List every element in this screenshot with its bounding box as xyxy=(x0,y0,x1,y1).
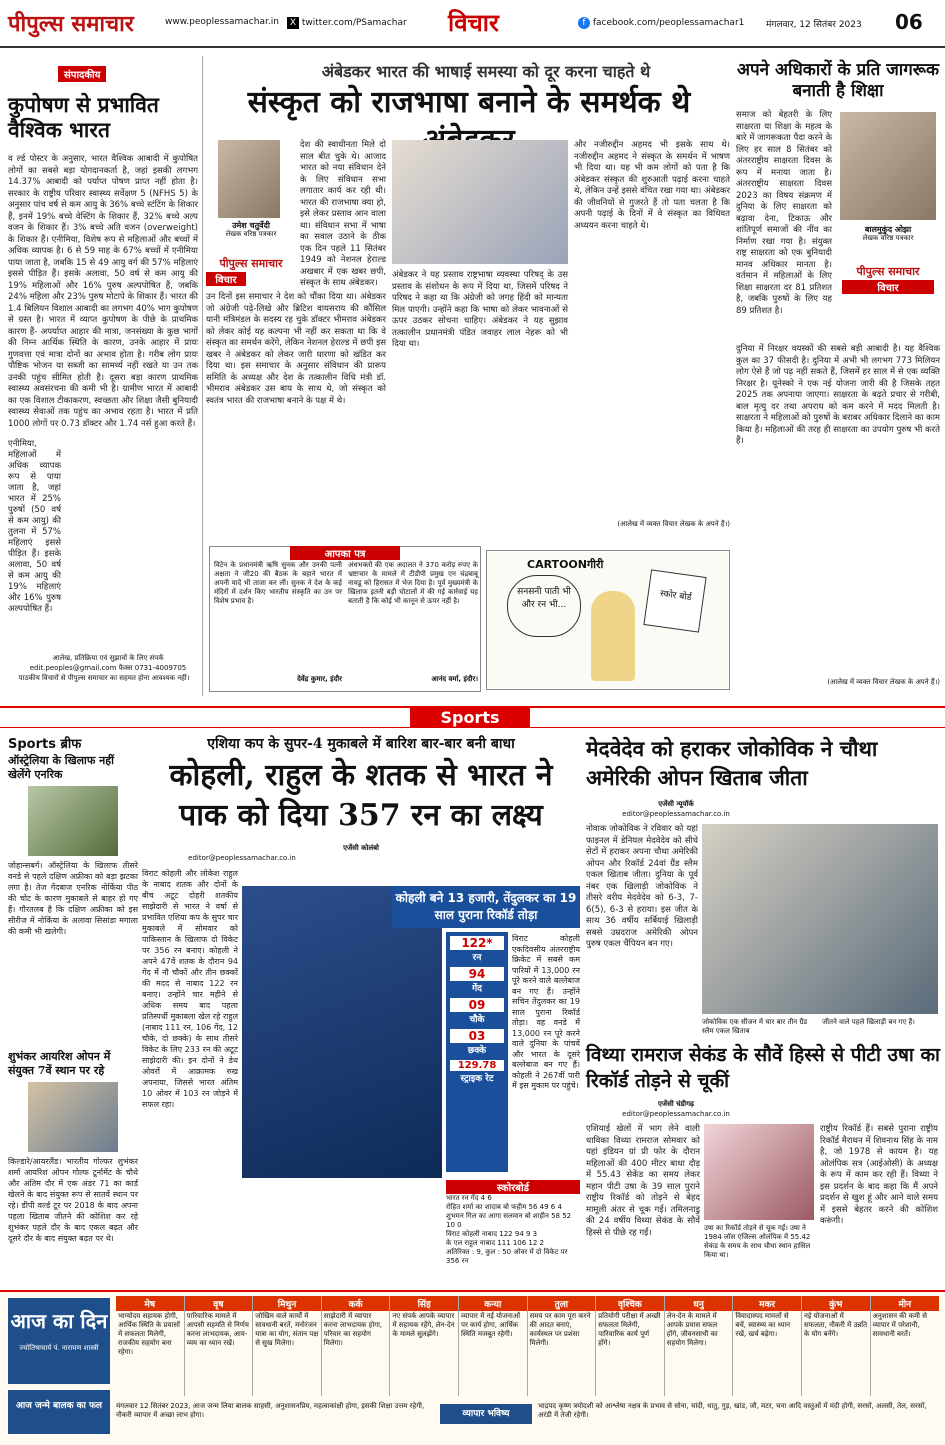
editorial-pullquote: एनीमिया, महिलाओं में अधिक व्यापक रूप से पाया जाता है, जहां भारत में 25% पुरुषों (50 वर्ष से कम आयु) की तुलना में 57% महिलाएं इससे पीड़ित हैं। इसके अलावा, 50 वर्ष से कम आयु की 19% महिलाएं और 16% पुरुष अल्पपोषित हैं। xyxy=(8,439,64,724)
zodiac-grid xyxy=(116,1296,940,1396)
ambedkar-col-1: देश की स्वाधीनता मिले दो साल बीत चुके थे। आजाद भारत को नया संविधान देने के लिए संविधान सभा लगातार कार्य कर रही थी। भारत की राजभाषा क्या हो, इसे लेकर प्रस्ताव आन वाला था। संविधान सभा में भाषा का सवाल उठाने के ठीक एक दिन पहले 11 सितंबर 1949 को नेशनल हेराल्ड अखबार में एक खबर छपी, संस्कृत के साथ अंबेडकर। xyxy=(300,140,386,288)
twitter-handle: twitter.com/PSamachar xyxy=(301,18,407,28)
stat-balls-value: 94 xyxy=(450,967,504,981)
editorial-body: व र्ल्ड पोस्टर के अनुसार, भारत वैश्विक आबादी में कुपोषित लोगों का सबसे बड़ा योगदानकर्ता है, जहां इसकी लगभग 14.37% आबादी को पर्याप्त पोषण प्राप्त नहीं होता है। सरकार के राष्ट्रीय परिवार स्वास्थ्य सर्वेक्षण 5 (NFHS 5) के अनुसार पांच वर्ष से कम आयु के 36% बच्चे स्टंटिंग के शिकार हैं, इनमें 19% बच्चे वेस्टिंग के शिकार हैं, 32% बच्चे अल्प वजन के शिकार हैं। 3% बच्चे अति वजन (overweight) के शिकार हैं। एनीमिया, विशेष रूप से महिलाओं और बच्चों में अधिक व्यापक है। 6 से 59 माह के 67% बच्चों में एनीमिया पाया जाता है, जबकि 15 से 49 आयु वर्ग की 57% महिलाएं इससे पीड़ित हैं। इसके अलावा, 50 वर्ष से कम आयु की 19% महिलाओं और 16% पुरुष अल्पपोषित हैं, जबकि 24% महिला और 23% पुरुष मोटापे के शिकार हैं। भारत की 1.4 बिलियन विशाल आबादी का लगभग 40% भाग कुपोषण से ग्रस्त है। भारत में व्याप्त कुपोषण के पीछे के प्राथमिक कारण हैं- अपर्याप्त आहार की मात्रा, जनसंख्या के कुछ भागों की निम्न आर्थिक स्थिति के कारण, उनके आहार में प्रायः गुणवत्ता एवं मात्रा दोनों का अभाव होता है। गरीब लोग प्रायः पौष्टिक भोजन या सब्जी का सामर्थ्य नहीं रखते या उन तक उनकी पहुंच सीमित होती है। दूसरा बड़ा कारण प्राथमिक स्वास्थ्य अवसंरचना की कमी भी है। ग्रामीण भारत में आबादी का एक विशाल टीकाकरण, स्वच्छता और शिक्षा जैसी बुनियादी स्वास्थ्य सेवाओं तक पहुंच का अभाव रहता है। भारत में प्रति 1000 लोगों पर 0.73 डॉक्टर और 1.74 नर्स हुआ करते हैं। xyxy=(8,154,198,429)
ambedkar-illustration xyxy=(392,140,568,264)
vithya-body: एशियाई खेलों में भाग लेने वाली धाविका विथ्या रामराज सोमवार को यहां इंडियन ग्रां प्री फोर के दौरान महिलाओं की 400 मीटर बाधा दौड़ में 55.43 सेकेंड का समय लेकर महान पीटी उषा के 39 साल पुराने राष्ट्रीय रिकॉर्ड को तोड़ने से बेहद मामूली अंतर से चूक गईं। तमिलनाडु की 24 वर्षीय विथ्या सेकंड के सौवें हिस्से से पीछे रह गईं। xyxy=(586,1124,700,1238)
zodiac-text: व्यापार में नई योजनाओं पर कार्य होगा, आर्थिक स्थिति मजबूत रहेगी। xyxy=(460,1312,520,1338)
zodiac-taurus xyxy=(185,1296,254,1396)
zodiac-virgo xyxy=(459,1296,528,1396)
zodiac-text: पारिवारिक मामले में आपसी सहमति से निर्णय करना लाभदायक, आय-व्यय का ध्यान रखें। xyxy=(186,1312,249,1347)
editorial-footer-1: आलेख, प्रतिक्रिया एवं सुझावों के लिए संपर्क xyxy=(52,654,164,662)
education-masthead-tag: विचार xyxy=(842,280,934,294)
zodiac-text: नए संपर्क आपके व्यापार में सहायक रहेंगे, लेन-देन के मामले सुलझेंगे। xyxy=(392,1312,455,1338)
ambedkar-col-3: अंबेडकर ने यह प्रस्ताव राष्ट्रभाषा व्यवस्था परिषद् के उस प्रस्ताव के संशोधन के रूप में दिया था, जिसमें परिषद ने परिषद ने कहा था कि अंग्रेजी को जगह हिंदी को मान्यता मिल पाएगी। उन्होंने कहा कि भाषा को लेकर भावनाओं से ऊपर उठकर सोचना चाहिए। अंबेडकर ने यह सुझाव तत्कालीन प्रधानमंत्री पंडित जवाहर लाल नेहरू को भी दिया था। xyxy=(392,270,568,349)
zodiac-name: मकर xyxy=(733,1296,801,1311)
website-link[interactable]: www.peoplessamachar.in xyxy=(165,17,279,27)
vithya-body-2: राष्ट्रीय रिकॉर्ड हैं। सबसे पुराना राष्ट्रीय रिकॉर्ड मैराथन में शिवनाथ सिंह के नाम है, जो 1978 से कायम है। यह ओलंपिक सत्र (आईओसी) के अध्यक्ष के रूप में काम कर रही हैं। विथ्या ने इस प्रदर्शन के बाद कहा कि मैं अपने प्रदर्शन से खुश हूं और आने वाले समय में इससे बेहतर करने की कोशिश करूंगी। xyxy=(820,1124,938,1226)
zodiac-name: मेष xyxy=(116,1296,184,1311)
stat-sixes-value: 03 xyxy=(450,1029,504,1043)
education-body-2: दुनिया में निरक्षर वयस्कों की सबसे बड़ी आबादी है। यह वैश्विक कुल का 37 फीसदी है। दुनिया में अभी भी लगभग 773 मिलियन लोग ऐसे हैं जो पढ़ नहीं सकते हैं, जिसमें हर साल में से एक व्यक्ति निरक्षर है। यूनेस्को ने एक नई योजना जारी की है जिसके तहत 2025 तक अपनाया जाएगा। साक्षरता के बढ़ते प्रचार से गरीबी, बाल मृत्यु दर तथा अपराध को कम करने में मदद मिलती है। साक्षरता ने महिलाओं को पुरुषों के बराबर अधिकार दिलाने का काम किया है। महिलाओं की तरह ही साक्षरता का उपयोग पुरुष भी करते हैं। xyxy=(736,344,940,446)
brief-2-photo xyxy=(28,1082,118,1152)
djokovic-article xyxy=(586,734,940,1034)
djokovic-body: नोवाक जोकोविक ने रविवार को यहां फाइनल में डेनियल मेदवेदेव को सीधे सेटों में हराकर अपना चौथा अमेरिकी ओपन और रिकॉर्ड 24वां ग्रैंड स्लैम एकल खिताब जीता। दुनिया के पूर्व नंबर एक खिलाड़ी जोकोविक ने तीसरे वरीय मेदवेदेव को 6-3, 7-6(5), 6-3 से हराया। इस जीत के साथ 36 वर्षीय सर्बियाई खिलाड़ी सबसे उम्रदराज अमेरिकी ओपन पुरुष एकल चैंपियन बन गए। xyxy=(586,824,698,949)
twitter-link[interactable] xyxy=(287,17,407,29)
vithya-article xyxy=(586,1042,940,1282)
kohli-dateline: एजेंसी कोलंबो xyxy=(343,844,379,852)
letter-1-signature: देवेंद्र कुमार, इंदौर xyxy=(297,675,342,683)
zodiac-text: भाग्योदय सहायक होगी, आर्थिक स्थिति के प्रयासों में सफलता मिलेगी, राजकीय सहयोग बना रहेगा। xyxy=(118,1312,180,1356)
sports-brief xyxy=(8,734,138,1284)
zodiac-name: कुंभ xyxy=(802,1296,870,1311)
page-header xyxy=(0,0,945,48)
zodiac-name: मिथुन xyxy=(253,1296,321,1311)
horoscope-badge xyxy=(8,1298,110,1384)
panchang-text: मंगलवार 12 सितंबर 2023, आज जन्म लिया बालक साहसी, अनुशासनप्रिय, महत्वाकांक्षी होगा, इसकी शिक्षा उत्तम रहेगी, नौकरी व्यापार में अच्छा लाभ होगा। xyxy=(116,1402,425,1419)
kohli-title: कोहली, राहुल के शतक से भारत ने पाक को दिया 357 रन का लक्ष्य xyxy=(169,758,553,833)
scoreboard-row: भारत रन गेंद 4 6 xyxy=(446,1194,492,1202)
ambedkar-col-4: और नजीरुद्दीन अहमद भी इसके साथ थे। नजीरुद्दीन अहमद ने संस्कृत के समर्थन में भाषण भी दिया था। यह भी कम लोगों को पता है कि अंबेडकर संस्कृत की शुरुआती पढ़ाई करना चाहते थे, लेकिन उन्हें इससे वंचित रखा गया था। अंबेडकर की जीवनियों से गुजरते हैं तो पता चलता है कि अपनी पढ़ाई के दिनों में वे संस्कृत का विधिवत अध्ययन करना चाहते थे। xyxy=(574,140,730,231)
zodiac-cancer xyxy=(322,1296,391,1396)
horoscope-title: आज का दिन xyxy=(10,1309,108,1333)
zodiac-sagittarius xyxy=(665,1296,734,1396)
scoreboard xyxy=(446,1180,580,1266)
brief-2-body: किल्डारे/आयरलैंड। भारतीय गोल्फर शुभंकर शर्मा आयरिश ओपन गोल्फ टूर्नामेंट के चौथे और अंतिम दौर में एक अंडर 71 का कार्ड खेलने के बाद संयुक्त रूप से सातवें स्थान पर रहे। डीपी वर्ल्ड टूर पर 2018 के बाद अपना पहला खिताब जीतने की कोशिश कर रहे शुभंकर पहले दौर के बाद एकल बढ़त और दूसरे दौर के बाद संयुक्त बढ़त पर थे। xyxy=(8,1157,138,1243)
zodiac-name: मीन xyxy=(871,1296,940,1311)
vithya-email: editor@peoplessamachar.co.in xyxy=(622,1110,730,1118)
zodiac-name: वृश्चिक xyxy=(596,1296,664,1311)
kohli-record-body: विराट कोहली एकदिवसीय अंतरराष्ट्रीय क्रिकेट में सबसे कम पारियों में 13,000 रन पूरे करने वाले बल्लेबाज बन गए हैं। उन्होंने सचिन तेंदुलकर का 19 साल पुराना रिकॉर्ड तोड़ा। वह वनडे में 13,000 रन पूरे करने वाले दुनिया के पांचवें और भारत के दूसरे बल्लेबाज बन गए हैं। कोहली ने 267वीं पारी में इस मुकाम पर पहुंचे। xyxy=(512,934,580,1090)
facebook-icon: f xyxy=(578,17,590,29)
author-photo xyxy=(218,140,280,218)
editorial-title: कुपोषण से प्रभावित वैश्विक भारत xyxy=(8,92,159,142)
zodiac-name: सिंह xyxy=(390,1296,458,1311)
stat-sixes-label: छक्के xyxy=(467,1046,487,1056)
stat-balls-label: गेंद xyxy=(472,984,482,994)
facebook-link[interactable] xyxy=(578,17,744,29)
ambedkar-article xyxy=(206,54,732,544)
column-divider xyxy=(202,56,203,696)
zodiac-text: समय पर काम पूरा करने की आदत बनाएं, कार्यस्थल पर प्रशंसा मिलेगी। xyxy=(529,1312,591,1347)
kohli-stats xyxy=(446,932,508,1172)
education-author-name: बालमुकुंद ओझा xyxy=(864,225,912,234)
letters-box xyxy=(209,546,481,692)
scoreboard-row: रोहित शर्मा का शादाब बो फहीम 56 49 6 4 xyxy=(446,1203,562,1211)
zodiac-pisces xyxy=(871,1296,940,1396)
zodiac-libra xyxy=(528,1296,597,1396)
scoreboard-row: अतिरिक्त : 9, कुल : 50 ओवर में दो विकेट पर 356 रन xyxy=(446,1248,568,1265)
author-role: लेखक वरिष्ठ पत्रकार xyxy=(225,230,277,238)
twitter-icon: X xyxy=(287,17,299,29)
editorial-footer-2: edit.peoples@gmail.com फैक्स 0731-4009705 xyxy=(29,664,187,672)
issue-date: मंगलवार, 12 सितंबर 2023 xyxy=(766,20,862,30)
zodiac-leo xyxy=(390,1296,459,1396)
zodiac-text: जोखिम वाले कार्यों में सावधानी बरतें, मनोरंजन यात्रा का योग, संतान पक्ष से सुख मिलेगा। xyxy=(255,1312,319,1347)
brief-title: Sports ब्रीफ xyxy=(8,737,82,752)
author-name: उमेश चतुर्वेदी xyxy=(232,221,270,230)
section-title: विचार xyxy=(448,8,499,37)
zodiac-text: साझेदारी में व्यापार करना लाभदायक होगा, परिवार का सहयोग मिलेगा। xyxy=(323,1312,383,1347)
education-author-photo xyxy=(840,112,936,220)
vithya-photo xyxy=(704,1124,814,1220)
education-footnote: (आलेख में व्यक्त विचार लेखक के अपने हैं।) xyxy=(827,678,940,686)
child-label: आज जन्मे बालक का फल xyxy=(8,1390,110,1434)
djokovic-caption-2: जीतने वाले पहले खिलाड़ी बन गए हैं। xyxy=(822,1018,915,1026)
scoreboard-row: विराट कोहली नाबाद 122 94 9 3 xyxy=(446,1230,538,1238)
stat-fours-value: 09 xyxy=(450,998,504,1012)
stat-runs-value: 122* xyxy=(450,936,504,950)
scoreboard-title: स्कोरबोर्ड xyxy=(446,1180,580,1194)
kohli-body: विराट कोहली और लोकेश राहुल के नाबाद शतक और दोनों के बीच अटूट दोहरी शतकीय साझेदारी से भारत ने वर्षा से प्रभावित एशिया कप के सुपर चार मुकाबले में सोमवार को पाकिस्तान के खिलाफ दो विकेट पर 356 रन बनाए। कोहली ने अपने 47वें शतक के दौरान 94 गेंद में नौ चौकों और तीन छक्कों की मदद से नाबाद 122 रन बनाए। उन्होंने चार महीने से अधिक समय बाद पहला प्रतिस्पर्धी मुकाबला खेल रहे राहुल (नाबाद 111 रन, 106 गेंद, 12 चौके, दो छक्के) के साथ तीसरे विकेट के लिए 233 रन की अटूट साझेदारी की। इन दोनों ने डेथ ओवरों में आक्रामक रुख अपनाया, जिससे भारत अंतिम 10 ओवर में 103 रन जोड़ने में सफल रहा। xyxy=(142,869,238,1109)
brief-2-title: शुभंकर आयरिश ओपन में संयुक्त 7वें स्थान पर रहे xyxy=(8,1050,111,1077)
kohli-kicker: एशिया कप के सुपर-4 मुकाबले में बारिश बार-बार बनी बाधा xyxy=(207,736,515,752)
zodiac-name: तुला xyxy=(528,1296,596,1311)
masthead-mini: पीपुल्स समाचार xyxy=(219,257,283,270)
zodiac-aquarius xyxy=(802,1296,871,1396)
stat-runs-label: रन xyxy=(472,953,482,963)
market-text: भाद्रपद कृष्ण त्रयोदशी को आश्लेषा नक्षत्र के प्रभाव से सोना, चांदी, धातु, गुड़, खांड, जौ, मटर, चना आदि वस्तुओं में मंदी होगी, सरसों, अलसी, तेल, सरसों, अरंडी में तेजी रहेगी। xyxy=(538,1402,927,1419)
horoscope-section xyxy=(0,1290,945,1445)
letters-title: आपका पत्र xyxy=(290,546,400,560)
horoscope-astrologer: ज्योतिषाचार्य पं. नारायण शास्त्री xyxy=(19,1344,99,1352)
vithya-title: विथ्या रामराज सेकंड के सौवें हिस्से से पीटी उषा का रिकॉर्ड तोड़ने से चूकीं xyxy=(586,1044,940,1092)
zodiac-name: कर्क xyxy=(322,1296,390,1311)
djokovic-photo xyxy=(702,824,938,1014)
letter-2: अंधभक्तों की एक अदालत ने 370 करोड़ रुपए के भ्रष्टाचार के मामले में टीडीपी प्रमुख एन चंद्रबाबू नायडू को हिरासत में भेज दिया है। पूर्व मुख्यमंत्री के खिलाफ इतनी बड़ी घोटालों में की गई कार्रवाई यह बताती है कि कोई भी कानून से ऊपर नहीं है। xyxy=(348,561,478,605)
ambedkar-title: संस्कृत को राजभाषा बनाने के समर्थक थे xyxy=(247,85,691,120)
zodiac-aries xyxy=(116,1296,185,1396)
education-article xyxy=(736,54,940,694)
vithya-dateline: एजेंसी चंडीगढ़ xyxy=(658,1100,694,1108)
brief-1-title: ऑस्ट्रेलिया के खिलाफ नहीं खेलेंगे एनरिक xyxy=(8,754,114,781)
djokovic-dateline: एजेंसी न्यूयॉर्क xyxy=(658,800,694,808)
letter-2-signature: आनंद वर्मा, इंदौर। xyxy=(431,675,478,683)
brand-logo: पीपुल्स समाचार xyxy=(8,11,134,37)
zodiac-text: विवादास्पद मामलों से बचें, स्वास्थ्य का ध्यान रखें, खर्च बढ़ेगा। xyxy=(735,1312,791,1338)
djokovic-caption-1: जोकोविक एक सीजन में चार बार तीन ग्रैंड स्लैम एकल खिताब xyxy=(702,1018,808,1035)
zodiac-text: प्रतियोगी परीक्षा में अच्छी सफलता मिलेगी, पारिवारिक कार्य पूर्ण होंगे। xyxy=(598,1312,661,1347)
djokovic-title: मेदवेदेव को हराकर जोकोविक ने चौथा अमेरिकी ओपन खिताब जीता xyxy=(586,736,878,790)
stat-sr-label: स्ट्राइक रेट xyxy=(460,1074,494,1084)
scoreboard-row: शुभमन गिल का आगा सलमान बो शाहीन 58 52 10 0 xyxy=(446,1212,572,1229)
zodiac-scorpio xyxy=(596,1296,665,1396)
ambedkar-kicker: अंबेडकर भारत की भाषाई समस्या को दूर करना चाहते थे xyxy=(321,62,651,81)
ambedkar-col-2: उन दिनों इस समाचार ने देश को चौंका दिया था। अंबेडकर जो अंग्रेजी पढ़े-लिखे और ब्रिटिश वायसराय की कौंसिल यानी मंत्रिमंडल के सदस्य रह चुके डॉक्टर भीमराव अंबेडकर को लेकर कोई यह कल्पना भी नहीं कर सकता था कि वे संस्कृत का समर्थन करेंगे, लेकिन नेशनल हेराल्ड में छपी इस खबर ने अंबेडकर को लेकर जारी धारणा को खंडित कर दिया था। इस समाचार के अनुसार संविधान की प्रारूप समिति के अध्यक्ष और देश के तत्कालीन विधि मंत्री डॉ. भीमराव अंबेडकर उस बाय के साथ थे, जो संस्कृत को स्वतंत्र भारत की राजभाषा बनाने के पक्ष में थे। xyxy=(206,292,386,406)
sports-label: Sports xyxy=(410,708,530,728)
kohli-article xyxy=(142,734,580,1284)
zodiac-text: अनुशासन की कमी से व्यापार में परेशानी, सावधानी बरतें। xyxy=(872,1312,927,1338)
cartoon-bubble: सनसनी पाती भी और रन भी... xyxy=(507,575,581,637)
letter-1: विटेन के प्रधानमंत्री ऋषि सुनक और उनकी पत्नी अक्षता ने जी20 की बैठक के बहाने भारत में अपनी यादें भी ताजा कर लीं। सुनक ने देश के कई मंदिरों में दर्शन किए भारतीय संस्कृति का उन पर विशेष प्रभाव है। xyxy=(214,561,342,605)
kohli-banner: कोहली बने 13 हजारी, तेंदुलकर का 19 साल पुराना रिकॉर्ड तोड़ा xyxy=(392,886,580,928)
zodiac-name: कन्या xyxy=(459,1296,527,1311)
facebook-handle: facebook.com/peoplessamachar1 xyxy=(592,18,745,28)
cartoon-scoreboard: स्कोर बोर्ड xyxy=(643,569,706,632)
cartoon-box xyxy=(486,550,730,690)
brief-1-photo xyxy=(28,786,118,856)
stat-fours-label: चौके xyxy=(469,1015,485,1025)
editorial-section xyxy=(8,54,200,694)
zodiac-capricorn xyxy=(733,1296,802,1396)
stat-sr-value: 129.78 xyxy=(450,1060,504,1071)
kohli-email: editor@peoplessamachar.co.in xyxy=(188,854,296,862)
scoreboard-row: के एल राहुल नाबाद 111 106 12 2 xyxy=(446,1239,545,1247)
education-masthead: पीपुल्स समाचार xyxy=(856,265,920,278)
sports-band xyxy=(0,706,945,728)
page-number: 06 xyxy=(895,10,923,34)
zodiac-name: धनु xyxy=(665,1296,733,1311)
masthead-mini-tag: विचार xyxy=(206,272,246,286)
market-label: व्यापार भविष्य xyxy=(440,1404,532,1424)
cartoon-figure xyxy=(591,591,635,681)
editorial-tag: संपादकीय xyxy=(58,66,106,82)
brief-1-body: जोहान्सबर्ग। ऑस्ट्रेलिया के खिलाफ तीसरे वनडे से पहले दक्षिण अफ्रीका को बड़ा झटका लगा है। तेज गेंदबाज एनरिक नोर्किया पीठ की चोट के कारण मुकाबले से बाहर हो गए हैं। गौरतलब है कि दक्षिण अफ्रीका को इस सीरीज में नोर्किया के अलावा सिसांडा मगाला की कमी भी खलेगी। xyxy=(8,861,138,936)
zodiac-name: वृष xyxy=(185,1296,253,1311)
djokovic-email: editor@peoplessamachar.co.in xyxy=(622,810,730,818)
cartoon-title: CARTOONगीरी xyxy=(527,558,604,571)
education-body-1: समाज को बेहतरी के लिए साक्षरता या शिक्षा के महत्व के बारे में जागरूकता पैदा करने के लिए हर साल 8 सितंबर को अंतरराष्ट्रीय साक्षरता दिवस के रूप में मनाया जाता है। अंतरराष्ट्रीय साक्षरता दिवस 2023 का विषय संक्रमण में दुनिया के लिए साक्षरता को बढ़ावा देना, टिकाऊ और शांतिपूर्ण समाजों की नींव का निर्माण रखा गया है। संयुक्त राष्ट्र साक्षरता को एक बुनियादी मानव अधिकार मानता है। वर्तमान में महिलाओं के लिए शिक्षा साक्षरता दर 81 प्रतिशत है, जबकि पुरुषों के लिए यह 89 प्रतिशत है। xyxy=(736,110,832,316)
zodiac-text: नई योजनाओं में सफलता, नौकरी में उन्नति के योग बनेंगे। xyxy=(803,1312,868,1338)
education-title: अपने अधिकारों के प्रति जागरूक बनाती है शिक्षा xyxy=(736,60,940,101)
kohli-photo xyxy=(242,886,442,1178)
zodiac-gemini xyxy=(253,1296,322,1396)
zodiac-text: लेन-देन के मामले में आपके प्रयास सफल होंगे, जीवनसाथी का सहयोग मिलेगा। xyxy=(666,1312,718,1347)
education-author-role: लेखक वरिष्ठ पत्रकार xyxy=(862,234,914,242)
vithya-caption: उषा का रिकॉर्ड तोड़ने से चूक गईं। उषा ने 1984 लॉस एंजिल्स ओलंपिक में 55.42 सेकंड के समय के साथ चौथा स्थान हासिल किया था। xyxy=(704,1224,811,1259)
ambedkar-footnote: (आलेख में व्यक्त विचार लेखक के अपने हैं।) xyxy=(617,520,730,528)
editorial-footer-3: पाठकीय विचारों से पीपुल्स समाचार का सहमत होना आवश्यक नहीं। xyxy=(18,674,190,682)
